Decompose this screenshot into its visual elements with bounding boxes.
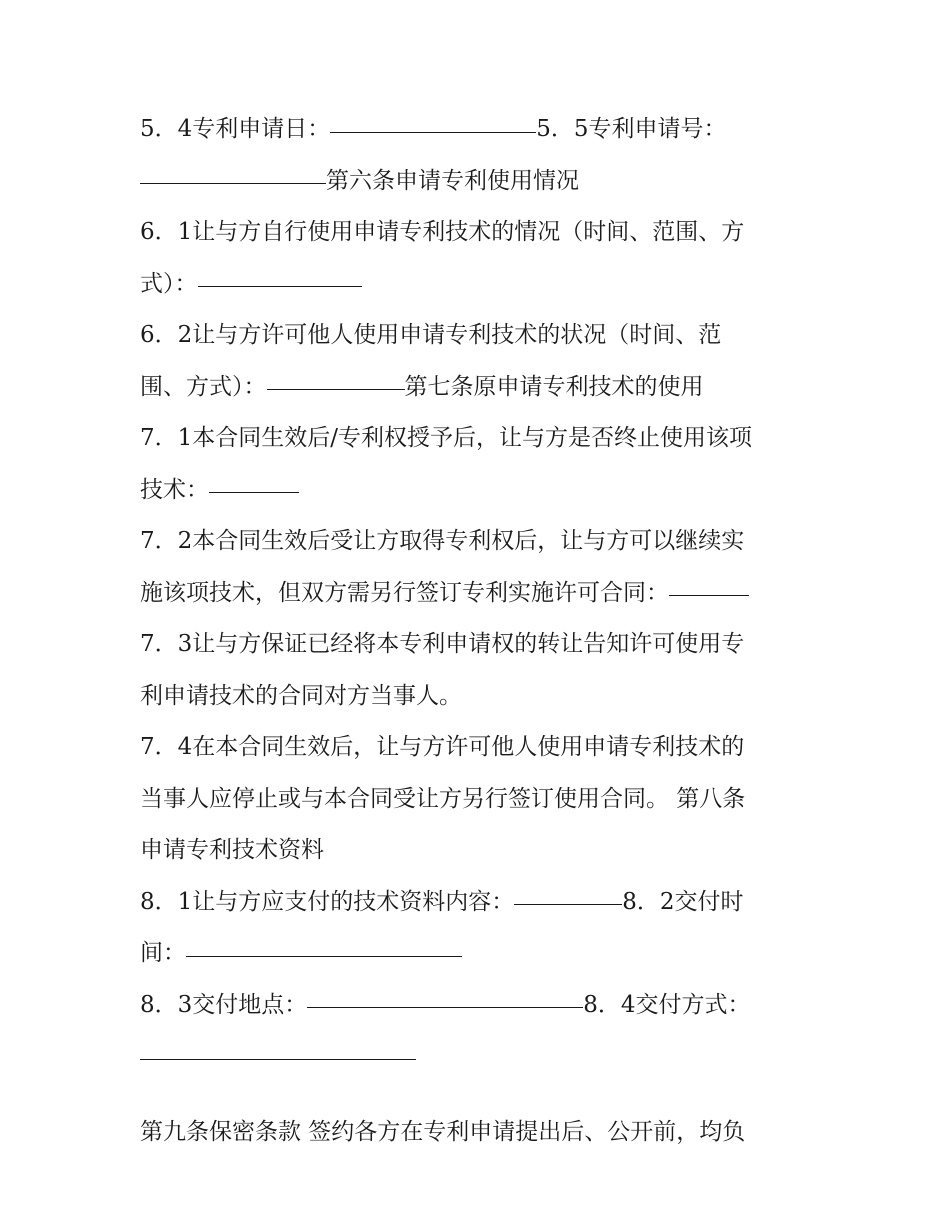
line-text: 间：: [140, 940, 186, 966]
line-text: 7．1本合同生效后/专利权授予后，让与方是否终止使用该项: [140, 425, 753, 451]
document-page: [140, 104, 820, 1158]
line-text: 利申请技术的合同对方当事人。: [140, 682, 462, 709]
text-line-8-3: [140, 980, 820, 1032]
text-line-6-1: [140, 207, 820, 259]
line-text: 8．1让与方应支付的技术资料内容：: [140, 888, 515, 915]
line-text: 第九条保密条款 签约各方在专利申请提出后、公开前，均负: [140, 1118, 746, 1145]
text-line-7-2: [140, 516, 820, 568]
text-line-7-1-cont: [140, 465, 820, 517]
line-text: 8．2交付时: [622, 888, 744, 915]
text-line-5-4: [140, 104, 820, 156]
line-text: 当事人应停止或与本合同受让方另行签订使用合同。 第八条: [140, 785, 746, 812]
text-line-8-1: [140, 877, 820, 929]
fill-blank: [307, 1006, 583, 1008]
line-text: 7．3让与方保证已经将本专利申请权的转让告知许可使用专: [140, 631, 745, 657]
line-text: 6．1让与方自行使用申请专利技术的情况（时间、范围、方: [140, 219, 745, 245]
fill-blank: [514, 903, 622, 905]
line-text: 7．2本合同生效后受让方取得专利权后，让与方可以继续实: [140, 528, 745, 554]
fill-blank: [209, 491, 299, 493]
line-text: 5．4专利申请日：: [140, 116, 331, 142]
text-line-7-3: [140, 619, 820, 671]
line-text: 6．2让与方许可他人使用申请专利技术的状况（时间、范: [140, 322, 722, 348]
text-line-6-2-cont: [140, 362, 820, 414]
text-line-7-2-cont: [140, 568, 820, 620]
fill-blank: [186, 955, 462, 957]
line-text: 8．3交付地点：: [140, 991, 308, 1018]
line-text: 5．5专利申请号：: [536, 116, 727, 142]
fill-blank: [330, 131, 536, 133]
text-line-7-4-cont: [140, 774, 820, 826]
text-line-7-3-cont: [140, 671, 820, 723]
line-text: 第六条申请专利使用情况: [326, 167, 579, 194]
fill-blank: [267, 388, 405, 390]
text-line-6-2: [140, 310, 820, 362]
text-line-article-8: [140, 825, 820, 877]
line-text: 式）：: [140, 270, 198, 297]
text-line-6-1-cont: [140, 259, 820, 311]
fill-blank: [140, 182, 326, 184]
paragraph-gap: [140, 1083, 820, 1107]
text-line-7-1: [140, 413, 820, 465]
line-text: 技术：: [140, 476, 209, 503]
line-text: 第七条原申请专利技术的使用: [404, 373, 704, 400]
line-text: 8．4交付方式：: [583, 991, 751, 1018]
line-text: 围、方式）：: [140, 373, 267, 400]
text-line-article-6: [140, 156, 820, 208]
text-line-7-4: [140, 722, 820, 774]
line-text: 施该项技术，但双方需另行签订专利实施许可合同：: [140, 579, 669, 606]
fill-blank: [140, 1058, 416, 1060]
text-line-article-9: [140, 1107, 820, 1159]
text-line-8-2-cont: [140, 928, 820, 980]
line-text: 7．4在本合同生效后，让与方许可他人使用申请专利技术的: [140, 734, 745, 760]
text-line-8-4-cont: [140, 1031, 820, 1083]
fill-blank: [198, 285, 362, 287]
line-text: 申请专利技术资料: [140, 837, 324, 863]
fill-blank: [669, 594, 749, 596]
